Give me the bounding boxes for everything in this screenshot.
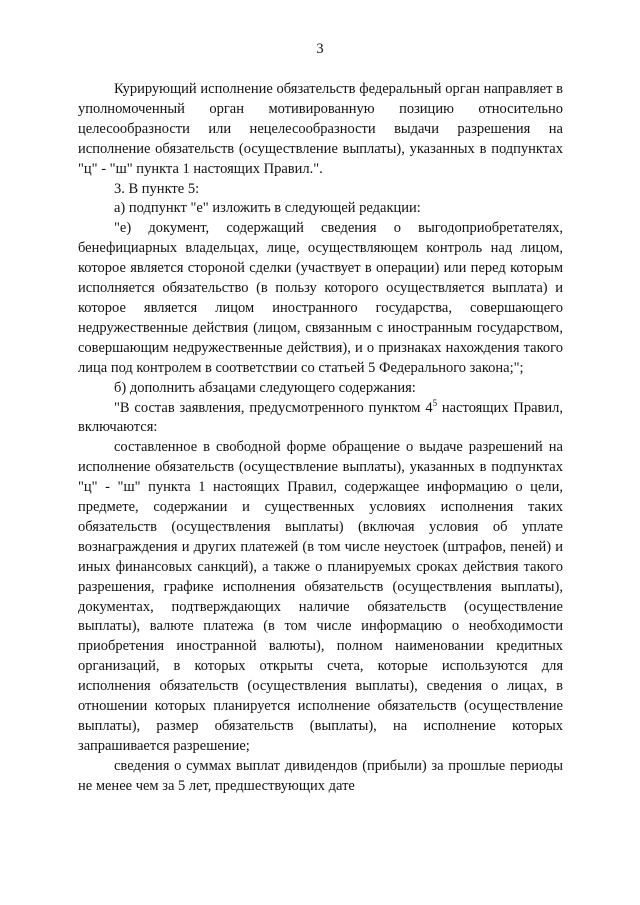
superscript-5: 5: [432, 397, 438, 408]
paragraph-text-before: "В состав заявления, предусмотренного пунктом 4: [114, 399, 433, 416]
paragraph-free-form-request: составленное в свободной форме обращение о выдаче разрешений на исполнение обязательств (осуществление выплаты), указанных в подпунктах "ц" - "ш" пункта 1 настоящих Правил, содержащее информацию о цели, предмете, содержании и существенных условиях исполнения таких обязательств (осуществления выплаты) (включая условия об уплате вознаграждения и других платежей (в том числе неустоек (штрафов, пеней) и иных финансовых санкций), а также о планируемых сроках действия такого разрешения, графике исполнения обязательств (осуществления выплаты), документах, подтверждающих наличие обязательств (осуществление выплаты), валюте платежа (в том числе информацию о необходимости приобретения иностранной валюты), полном наименовании кредитных организаций, в которых открыты счета, которые используются для исполнения обязательств (осуществления выплаты), сведения о лицах, в отношении которых планируется исполнение обязательств (осуществление выплаты), размер обязательств (выплаты), на исполнение которых запрашивается разрешение;: [78, 439, 563, 754]
paragraph-curator-position: Курирующий исполнение обязательств федеральный орган направляет в уполномоченный орган мотивированную позицию относительно целесообразности или нецелесообразности выдачи разрешения на исполнение обязательств (осуществление выплаты), указанных в подпунктах "ц" - "ш" пункта 1 настоящих Правил.".: [78, 81, 563, 177]
page-number: 3: [316, 41, 324, 57]
paragraph-add-intro: б) дополнить абзацами следующего содержания:: [114, 379, 416, 396]
document-body: [78, 80, 563, 797]
paragraph-text-after: настоящих Правил, включаются:: [78, 399, 563, 436]
paragraph-dividends: сведения о суммах выплат дивидендов (прибыли) за прошлые периоды не менее чем за 5 лет, предшествующих дате: [78, 757, 563, 794]
paragraph-application-composition: [78, 399, 563, 439]
paragraph-subpoint-e-text: "е) документ, содержащий сведения о выгодоприобретателях, бенефициарных владельцах, лице, осуществляющем контроль над лицом, которое является стороной сделки (участвует в операции) или перед которым исполняется обязательство (в пользу которого осуществляется выплата) и которое является лицом иностранного государства, совершающего недружественные действия (лицом, связанным с иностранным государством, совершающим недружественные действия), и о признаках нахождения такого лица под контролем в соответствии со статьей 5 Федерального закона;";: [78, 220, 563, 376]
paragraph-subpoint-e-intro: а) подпункт "е" изложить в следующей редакции:: [114, 200, 421, 217]
paragraph-point-5: 3. В пункте 5:: [114, 180, 200, 197]
